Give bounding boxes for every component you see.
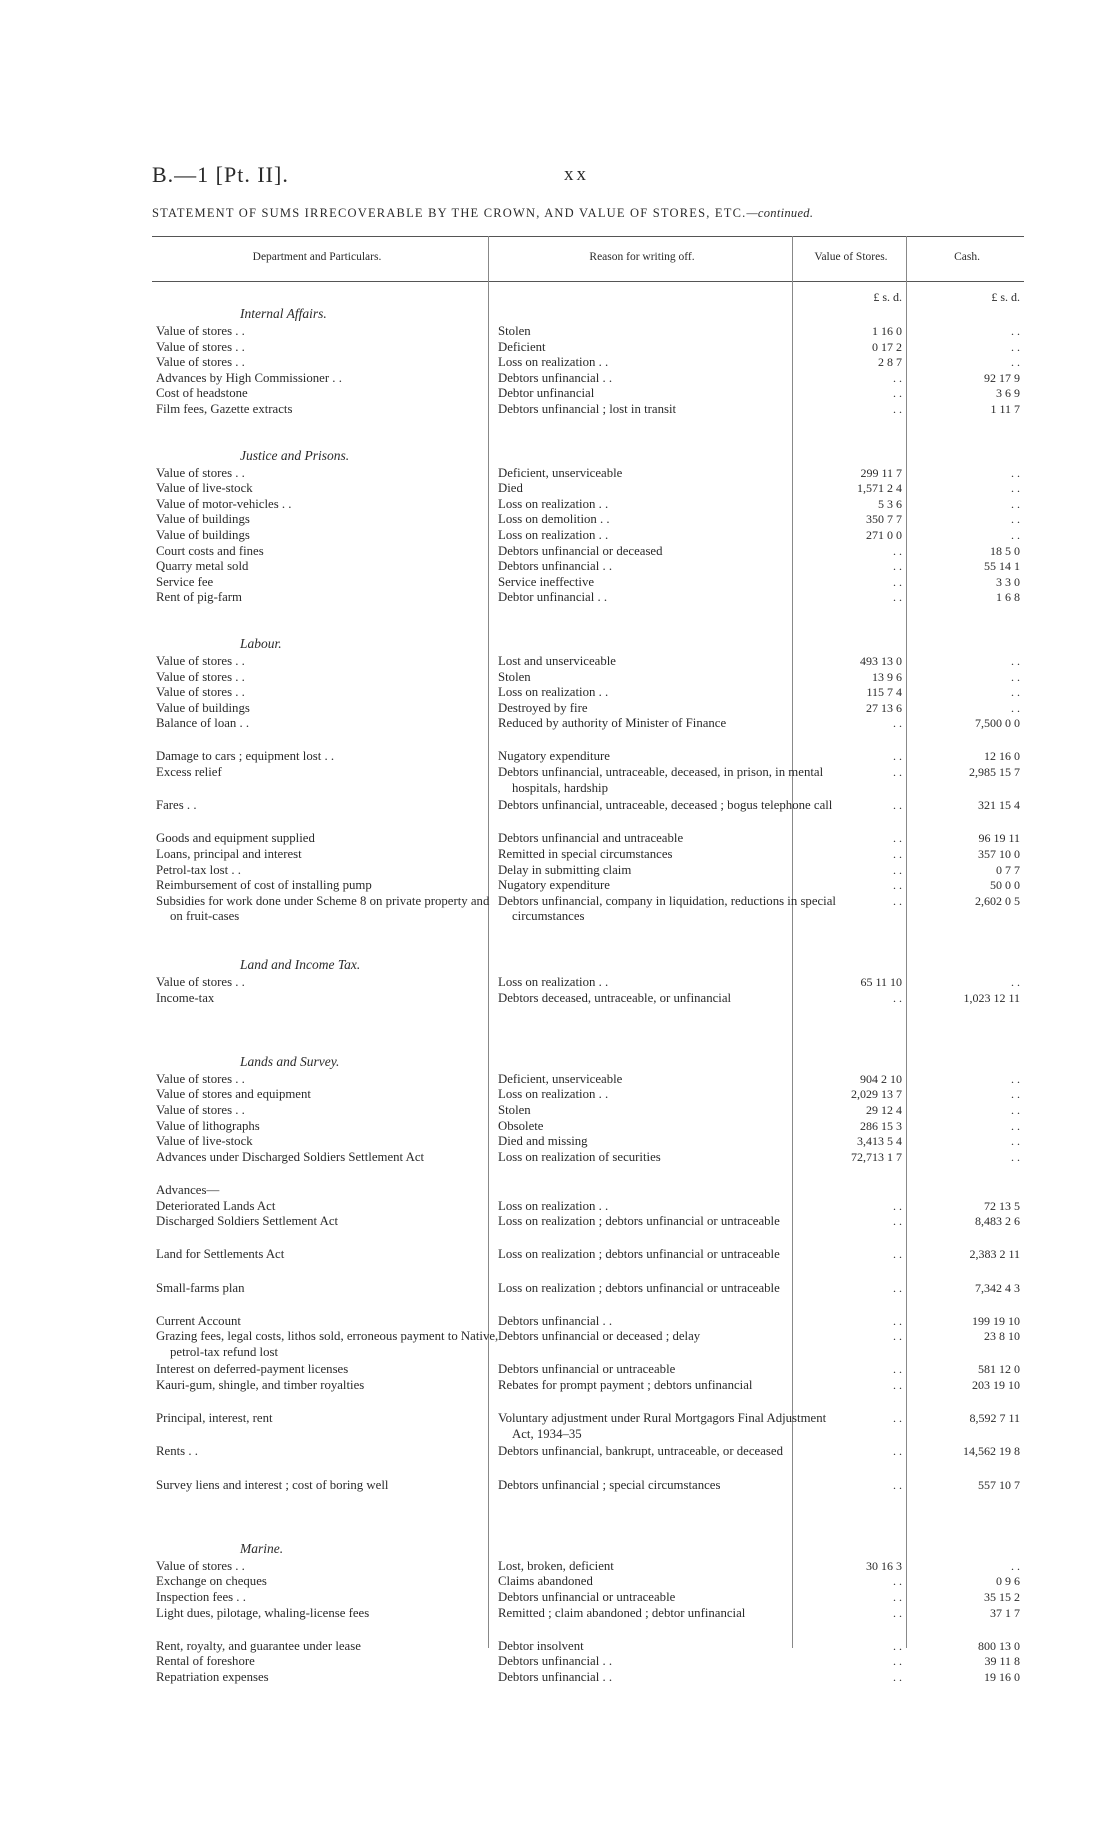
table-row (152, 716, 1024, 749)
cash-value-cell: 55 14 1 (984, 559, 1020, 574)
stores-value-cell: . . (893, 386, 902, 401)
cash-value-cell: . . (1011, 339, 1020, 354)
section-title: Marine. (240, 1540, 284, 1556)
cash-value-cell: 0 7 7 (996, 862, 1020, 877)
table-row (152, 798, 1024, 831)
table-row (152, 1378, 1024, 1411)
cash-value-cell: 581 12 0 (978, 1362, 1020, 1377)
cash-value-cell: . . (1011, 1071, 1020, 1086)
header-cash: Cash. (954, 251, 980, 263)
reason-cell: Debtors unfinancial . . (498, 1313, 613, 1328)
stores-value-cell: . . (893, 716, 902, 731)
cash-value-cell: . . (1011, 1149, 1020, 1164)
header-reason: Reason for writing off. (589, 251, 695, 263)
table-row (152, 1559, 1024, 1575)
reason-cell: Loss on realization of securities (498, 1149, 661, 1164)
table-row (152, 1444, 1024, 1477)
table-row (152, 1199, 1024, 1215)
reason-cell: Nugatory expenditure (498, 878, 610, 893)
cash-value-cell: 18 5 0 (990, 543, 1020, 558)
cash-value-cell: . . (1011, 324, 1020, 338)
reason-cell: Loss on realization ; debtors unfinancial or untraceable (498, 1247, 780, 1262)
stores-value-cell: . . (893, 1329, 902, 1344)
cash-value-cell: . . (1011, 669, 1020, 684)
table-row (152, 355, 1024, 371)
reason-cell: Lost and unserviceable (498, 653, 616, 668)
particulars-cell: Rent of pig-farm (156, 590, 242, 605)
stores-value-cell: 65 11 10 (860, 975, 902, 989)
reason-cell: Debtors unfinancial, untraceable, deceased, in prison, in mental hospitals, hardship (498, 765, 824, 795)
cash-value-cell: 14,562 19 8 (963, 1444, 1020, 1459)
reason-cell: Loss on realization ; debtors unfinancial or untraceable (498, 1214, 780, 1229)
particulars-cell: Value of live-stock (156, 1134, 253, 1149)
table-row (152, 685, 1024, 701)
reason-cell: Debtors unfinancial ; special circumstances (498, 1477, 721, 1492)
table-row (152, 1119, 1024, 1135)
cash-value-cell: . . (1011, 527, 1020, 542)
particulars-cell: Value of stores . . (156, 975, 245, 989)
units-row (152, 290, 1024, 306)
table-row (152, 1411, 1024, 1444)
particulars-cell: Value of stores . . (156, 653, 245, 668)
stores-value-cell: . . (893, 1411, 902, 1426)
stores-value-cell: . . (893, 749, 902, 764)
particulars-cell: Interest on deferred-payment licenses (156, 1362, 349, 1377)
stores-value-cell: 2 8 7 (878, 355, 902, 370)
particulars-cell: Quarry metal sold (156, 559, 249, 574)
reason-cell: Stolen (498, 324, 531, 338)
reason-cell: Debtors unfinancial or untraceable (498, 1362, 676, 1377)
cash-value-cell: 3 6 9 (996, 386, 1020, 401)
particulars-cell: Deteriorated Lands Act (156, 1198, 276, 1213)
particulars-cell: Value of stores . . (156, 1071, 245, 1086)
stores-value-cell: 1,571 2 4 (857, 481, 902, 496)
particulars-cell: Inspection fees . . (156, 1590, 246, 1604)
reason-cell: Loss on demolition . . (498, 512, 610, 527)
table-row (152, 749, 1024, 765)
reason-cell: Died (498, 481, 523, 496)
cash-value-cell: 1 6 8 (996, 590, 1020, 605)
stores-value-cell: . . (893, 1247, 902, 1262)
table-row (152, 654, 1024, 670)
table-row (152, 1087, 1024, 1103)
section-title: Lands and Survey. (240, 1053, 340, 1069)
stores-value-cell: . . (893, 370, 902, 385)
section (152, 306, 1024, 418)
cash-value-cell: 92 17 9 (984, 370, 1020, 385)
stores-value-cell: . . (893, 1590, 902, 1604)
table-row (152, 590, 1024, 606)
reason-cell: Debtors unfinancial, company in liquidation, reductions in special circumstances (498, 893, 836, 924)
particulars-cell: Damage to cars ; equipment lost . . (156, 749, 335, 764)
reason-cell: Remitted ; claim abandoned ; debtor unfinancial (498, 1605, 746, 1620)
table-row (152, 559, 1024, 575)
reason-cell: Stolen (498, 1102, 531, 1117)
cash-value-cell: 8,592 7 11 (969, 1411, 1020, 1426)
section (152, 448, 1024, 606)
particulars-cell: Value of live-stock (156, 481, 253, 496)
table-row (152, 1134, 1024, 1150)
particulars-cell: Loans, principal and interest (156, 847, 302, 862)
table-row (152, 1362, 1024, 1378)
cash-value-cell: 557 10 7 (978, 1477, 1020, 1492)
stores-value-cell: . . (893, 847, 902, 862)
stores-value-cell: 0 17 2 (872, 339, 902, 354)
cash-value-cell: 2,383 2 11 (969, 1247, 1020, 1262)
particulars-cell: Advances— (156, 1182, 220, 1197)
reason-cell: Claims abandoned (498, 1574, 593, 1589)
particulars-cell: Rental of foreshore (156, 1654, 255, 1669)
reason-cell: Debtors unfinancial or untraceable (498, 1590, 676, 1604)
stores-value-cell: 72,713 1 7 (851, 1149, 902, 1164)
stores-value-cell: 286 15 3 (860, 1118, 902, 1133)
cash-value-cell: 1,023 12 11 (963, 990, 1020, 1005)
particulars-cell: Advances by High Commissioner . . (156, 370, 342, 385)
table-row (152, 847, 1024, 863)
cash-value-cell: . . (1011, 481, 1020, 496)
table-row (152, 1639, 1024, 1655)
cash-value-cell: . . (1011, 685, 1020, 700)
stores-value-cell: . . (893, 1574, 902, 1589)
table-row (152, 1072, 1024, 1088)
table-row (152, 894, 1024, 927)
cash-value-cell: 37 1 7 (990, 1605, 1020, 1620)
cash-value-cell: . . (1011, 1087, 1020, 1102)
reason-cell: Nugatory expenditure (498, 749, 610, 764)
table-row (152, 466, 1024, 482)
stores-value-cell: 350 7 7 (866, 512, 902, 527)
particulars-cell: Service fee (156, 574, 214, 589)
statement-table (152, 290, 1024, 1686)
cash-value-cell: 0 9 6 (996, 1574, 1020, 1589)
section (152, 636, 1024, 927)
table-row (152, 386, 1024, 402)
cash-value-cell: 7,500 0 0 (975, 716, 1020, 731)
reason-cell: Lost, broken, deficient (498, 1558, 614, 1573)
reason-cell: Loss on realization . . (498, 1087, 609, 1102)
particulars-cell: Value of stores . . (156, 339, 245, 354)
particulars-cell: Value of stores . . (156, 324, 245, 338)
table-row (152, 1654, 1024, 1670)
stores-value-cell: 13 9 6 (872, 669, 902, 684)
stores-value-cell: 5 3 6 (878, 496, 902, 511)
reason-cell: Voluntary adjustment under Rural Mortgagors Final Adjustment Act, 1934–35 (498, 1411, 827, 1441)
stores-value-cell: 2,029 13 7 (851, 1087, 902, 1102)
stores-value-cell: . . (893, 862, 902, 877)
table-row (152, 1670, 1024, 1686)
stores-value-cell: . . (893, 1605, 902, 1620)
particulars-cell: Value of motor-vehicles . . (156, 496, 292, 511)
stores-value-cell: . . (893, 1638, 902, 1653)
particulars-cell: Discharged Soldiers Settlement Act (156, 1214, 339, 1229)
reason-cell: Delay in submitting claim (498, 862, 632, 877)
cash-value-cell: 12 16 0 (984, 749, 1020, 764)
stores-value-cell: . . (893, 798, 902, 813)
reason-cell: Loss on realization . . (498, 496, 609, 511)
cash-value-cell: 800 13 0 (978, 1638, 1020, 1653)
reason-cell: Debtors unfinancial or deceased (498, 543, 663, 558)
stores-value-cell: . . (893, 1444, 902, 1459)
cash-value-cell: . . (1011, 355, 1020, 370)
particulars-cell: Rent, royalty, and guarantee under lease (156, 1638, 361, 1653)
reason-cell: Debtors unfinancial and untraceable (498, 831, 684, 846)
particulars-cell: Value of stores . . (156, 1102, 245, 1117)
section-title: Justice and Prisons. (240, 447, 350, 463)
stores-value-cell: 299 11 7 (860, 465, 902, 480)
stores-value-cell: . . (893, 1198, 902, 1213)
cash-value-cell: . . (1011, 496, 1020, 511)
particulars-cell: Reimbursement of cost of installing pump (156, 878, 372, 893)
stores-value-cell: 30 16 3 (866, 1558, 902, 1573)
table-row (152, 1478, 1024, 1511)
stores-value-cell: . . (893, 1214, 902, 1229)
table-row (152, 1281, 1024, 1314)
stores-value-cell: . . (893, 1362, 902, 1377)
stores-value-cell: . . (893, 831, 902, 846)
cash-value-cell: 39 11 8 (984, 1654, 1020, 1669)
reason-cell: Remitted in special circumstances (498, 847, 673, 862)
stores-value-cell: 115 7 4 (866, 685, 902, 700)
table-row (152, 1574, 1024, 1590)
stores-units: £ s. d. (873, 290, 902, 304)
reason-cell: Destroyed by fire (498, 700, 588, 715)
stores-value-cell: 29 12 4 (866, 1102, 902, 1117)
cash-value-cell: . . (1011, 512, 1020, 527)
cash-units: £ s. d. (991, 290, 1020, 304)
particulars-cell: Small-farms plan (156, 1280, 245, 1295)
particulars-cell: Petrol-tax lost . . (156, 862, 241, 877)
table-row (152, 575, 1024, 591)
table-row (152, 863, 1024, 879)
particulars-cell: Value of buildings (156, 512, 250, 527)
section-title: Internal Affairs. (240, 306, 327, 321)
section (152, 957, 1024, 1024)
particulars-cell: Cost of headstone (156, 386, 248, 401)
particulars-cell: Income-tax (156, 990, 215, 1005)
page-header (152, 162, 1014, 190)
reason-cell: Obsolete (498, 1118, 544, 1133)
stores-value-cell: 1 16 0 (872, 324, 902, 338)
cash-value-cell: . . (1011, 1102, 1020, 1117)
table-row (152, 975, 1024, 991)
particulars-cell: Court costs and fines (156, 543, 264, 558)
stores-value-cell: . . (893, 543, 902, 558)
table-row (152, 324, 1024, 340)
cash-value-cell: 72 13 5 (984, 1198, 1020, 1213)
cash-value-cell: . . (1011, 975, 1020, 989)
particulars-cell: Excess relief (156, 765, 222, 780)
particulars-cell: Value of stores . . (156, 1558, 245, 1573)
stores-value-cell: . . (893, 1654, 902, 1669)
particulars-cell: Grazing fees, legal costs, lithos sold, erroneous payment to Native, petrol-tax refund lost (156, 1329, 499, 1359)
table-row (152, 701, 1024, 717)
reason-cell: Loss on realization . . (498, 527, 609, 542)
cash-value-cell: . . (1011, 465, 1020, 480)
table-row (152, 528, 1024, 544)
reason-cell: Deficient (498, 339, 546, 354)
reason-cell: Debtor unfinancial (498, 386, 595, 401)
section-title: Labour. (240, 635, 282, 651)
stores-value-cell: 904 2 10 (860, 1071, 902, 1086)
section (152, 1541, 1024, 1686)
reason-cell: Service ineffective (498, 574, 595, 589)
stores-value-cell: . . (893, 401, 902, 416)
table-row (152, 991, 1024, 1024)
cash-value-cell: 357 10 0 (978, 847, 1020, 862)
particulars-cell: Value of stores . . (156, 669, 245, 684)
reason-cell: Loss on realization . . (498, 975, 609, 989)
particulars-cell: Principal, interest, rent (156, 1411, 273, 1426)
cash-value-cell: 199 19 10 (972, 1313, 1020, 1328)
stores-value-cell: . . (893, 1669, 902, 1684)
title-main: STATEMENT OF SUMS IRRECOVERABLE BY THE CROWN, AND VALUE OF STORES, ETC. (152, 206, 747, 220)
particulars-cell: Exchange on cheques (156, 1574, 267, 1589)
cash-value-cell: . . (1011, 1558, 1020, 1573)
stores-value-cell: . . (893, 1378, 902, 1393)
table-row (152, 1247, 1024, 1280)
statement-title (152, 206, 1022, 221)
reason-cell: Debtors deceased, untraceable, or unfinancial (498, 990, 732, 1005)
reason-cell: Loss on realization . . (498, 355, 609, 370)
cash-value-cell: 35 15 2 (984, 1590, 1020, 1604)
stores-value-cell: . . (893, 765, 902, 780)
cash-value-cell: 321 15 4 (978, 798, 1020, 813)
stores-value-cell: . . (893, 878, 902, 893)
document-reference: B.—1 [Pt. II]. (152, 162, 289, 187)
table-row (152, 1103, 1024, 1119)
particulars-cell: Value of stores . . (156, 355, 245, 370)
stores-value-cell: 271 0 0 (866, 527, 902, 542)
page-number: xx (564, 164, 589, 185)
title-continued: —continued. (746, 206, 814, 220)
cash-value-cell: 3 3 0 (996, 574, 1020, 589)
reason-cell: Rebates for prompt payment ; debtors unfinancial (498, 1378, 753, 1393)
reason-cell: Debtors unfinancial or deceased ; delay (498, 1329, 701, 1344)
reason-cell: Died and missing (498, 1134, 588, 1149)
reason-cell: Stolen (498, 669, 531, 684)
table-row (152, 402, 1024, 418)
reason-cell: Debtors unfinancial . . (498, 559, 613, 574)
reason-cell: Deficient, unserviceable (498, 465, 623, 480)
particulars-cell: Current Account (156, 1313, 241, 1328)
table-row (152, 1314, 1024, 1330)
stores-value-cell: . . (893, 574, 902, 589)
header-stores: Value of Stores. (814, 251, 888, 263)
particulars-cell: Kauri-gum, shingle, and timber royalties (156, 1378, 365, 1393)
table-row (152, 512, 1024, 528)
table-row (152, 371, 1024, 387)
particulars-cell: Fares . . (156, 798, 197, 813)
particulars-cell: Subsidies for work done under Scheme 8 on private property and on fruit-cases (156, 893, 490, 924)
stores-value-cell: . . (893, 1313, 902, 1328)
reason-cell: Debtor unfinancial . . (498, 590, 608, 605)
particulars-cell: Value of lithographs (156, 1118, 260, 1133)
particulars-cell: Film fees, Gazette extracts (156, 401, 293, 416)
particulars-cell: Value of buildings (156, 700, 250, 715)
table-row (152, 544, 1024, 560)
reason-cell: Loss on realization ; debtors unfinancial or untraceable (498, 1280, 780, 1295)
reason-cell: Debtors unfinancial, bankrupt, untraceable, or deceased (498, 1444, 783, 1459)
particulars-cell: Rents . . (156, 1444, 198, 1459)
table-row (152, 878, 1024, 894)
reason-cell: Loss on realization . . (498, 1198, 609, 1213)
table-row (152, 1214, 1024, 1247)
particulars-cell: Balance of loan . . (156, 716, 250, 731)
table-row (152, 340, 1024, 356)
table-row (152, 1150, 1024, 1183)
stores-value-cell: 3,413 5 4 (857, 1134, 902, 1149)
table-row (152, 831, 1024, 847)
cash-value-cell: 50 0 0 (990, 878, 1020, 893)
cash-value-cell: 8,483 2 6 (975, 1214, 1020, 1229)
stores-value-cell: 493 13 0 (860, 653, 902, 668)
table-row (152, 670, 1024, 686)
particulars-cell: Value of stores . . (156, 685, 245, 700)
particulars-cell: Land for Settlements Act (156, 1247, 285, 1262)
table-row (152, 1590, 1024, 1606)
cash-value-cell: 203 19 10 (972, 1378, 1020, 1393)
stores-value-cell: . . (893, 990, 902, 1005)
stores-value-cell: . . (893, 559, 902, 574)
table-row (152, 1183, 1024, 1199)
stores-value-cell: . . (893, 590, 902, 605)
reason-cell: Loss on realization . . (498, 685, 609, 700)
section (152, 1054, 1024, 1511)
reason-cell: Debtors unfinancial . . (498, 370, 613, 385)
stores-value-cell: 27 13 6 (866, 700, 902, 715)
particulars-cell: Repatriation expenses (156, 1669, 269, 1684)
cash-value-cell: . . (1011, 700, 1020, 715)
cash-value-cell: 2,985 15 7 (969, 765, 1020, 780)
table-row (152, 765, 1024, 798)
cash-value-cell: 96 19 11 (978, 831, 1020, 846)
reason-cell: Debtors unfinancial . . (498, 1654, 613, 1669)
reason-cell: Deficient, unserviceable (498, 1071, 623, 1086)
cash-value-cell: . . (1011, 653, 1020, 668)
reason-cell: Debtors unfinancial . . (498, 1669, 613, 1684)
particulars-cell: Goods and equipment supplied (156, 831, 315, 846)
particulars-cell: Light dues, pilotage, whaling-license fees (156, 1605, 370, 1620)
cash-value-cell: . . (1011, 1134, 1020, 1149)
particulars-cell: Value of buildings (156, 527, 250, 542)
cash-value-cell: 1 11 7 (990, 401, 1020, 416)
table-row (152, 1329, 1024, 1362)
particulars-cell: Advances under Discharged Soldiers Settlement Act (156, 1149, 425, 1164)
particulars-cell: Survey liens and interest ; cost of boring well (156, 1477, 389, 1492)
reason-cell: Reduced by authority of Minister of Finance (498, 716, 727, 731)
column-headers (152, 236, 1024, 282)
header-particulars: Department and Particulars. (252, 251, 382, 263)
table-row (152, 481, 1024, 497)
cash-value-cell: 2,602 0 5 (975, 893, 1020, 908)
stores-value-cell: . . (893, 1280, 902, 1295)
section-title: Land and Income Tax. (240, 957, 361, 972)
particulars-cell: Value of stores and equipment (156, 1087, 311, 1102)
table-row (152, 497, 1024, 513)
cash-value-cell: 7,342 4 3 (975, 1280, 1020, 1295)
cash-value-cell: . . (1011, 1118, 1020, 1133)
particulars-cell: Value of stores . . (156, 465, 245, 480)
cash-value-cell: 23 8 10 (984, 1329, 1020, 1344)
cash-value-cell: 19 16 0 (984, 1669, 1020, 1684)
reason-cell: Debtors unfinancial, untraceable, deceased ; bogus telephone call (498, 798, 833, 813)
reason-cell: Debtors unfinancial ; lost in transit (498, 401, 677, 416)
table-row (152, 1606, 1024, 1639)
stores-value-cell: . . (893, 893, 902, 908)
stores-value-cell: . . (893, 1477, 902, 1492)
reason-cell: Debtor insolvent (498, 1638, 584, 1653)
